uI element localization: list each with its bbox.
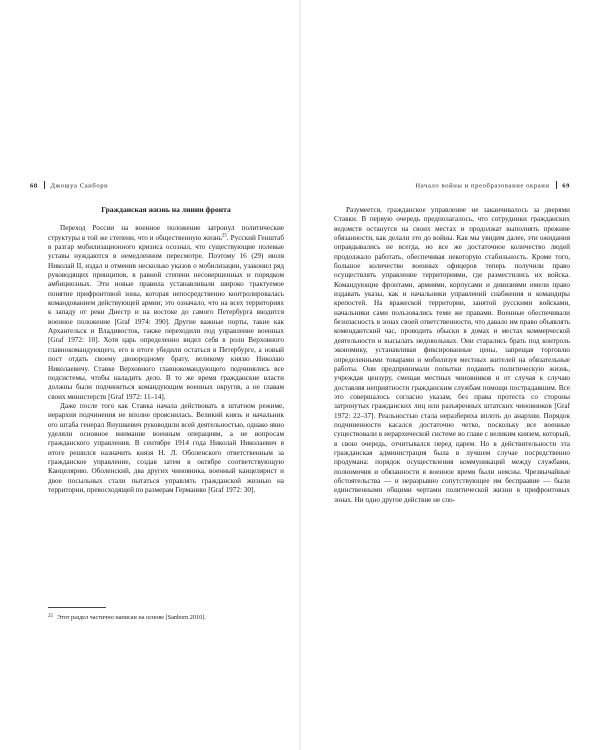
left-running-head-author: Джошуа Санборн bbox=[50, 182, 109, 190]
left-page-body bbox=[48, 205, 284, 495]
header-separator bbox=[556, 181, 557, 189]
left-page-number: 68 bbox=[30, 182, 38, 190]
right-running-header bbox=[415, 181, 570, 190]
footnote-reference[interactable]: 25 bbox=[221, 233, 227, 239]
paragraph: Даже после того как Ставка начала действовать в штатном режиме, иерархия подчинения не вполне прояснилась. Великий князь и начальник его штаба генерал Янушкевич руководили всей деятельностью, однако явно уделяли основное внимание военным операциям, а не вопросам гражданского управления. В сентябре 1914 года Николай Николаевич в итоге решился назначить князя Н. Л. Оболенского ответственным за гражданское управление, создав затем в октябре соответствующую Канцелярию. Оболенский, два других чиновника, военный канцелярист и двое посыльных стали пытаться управлять гражданской жизнью на территории, превосходящей по размерам Германию [Graf 1972: 30]. bbox=[48, 401, 284, 494]
paragraph-text: Переход России на военное положение затронул политические структуры в той же степени, что и общественную жизнь bbox=[48, 224, 284, 242]
right-running-head-title: Начало войны и преобразование окраин bbox=[415, 182, 550, 190]
footnote bbox=[48, 613, 284, 622]
right-page-number: 69 bbox=[562, 182, 570, 190]
section-title: Гражданская жизнь на линии фронта bbox=[101, 205, 231, 214]
header-separator bbox=[44, 181, 45, 189]
left-running-header bbox=[30, 181, 108, 190]
footnote-mark: 25 bbox=[48, 614, 53, 619]
paragraph-text: . Русский Генштаб в разгар мобилизационного кризиса осознал, что существующие полевые уставы нуждаются в немедленном пересмотре. Поэтому 16 (29) июля Николай II, издал и отменив несколько указов о мобилизации, узаконил ряд руководящих принципов, в равной степени несовершенных и порядком амбициозных. Эти новые правила устанавливали широко трактуемое понятие прифронтовой зоны, которая непосредственно контролировалась командованием действующей армии; это означало, что на всех территориях к западу от реки Днестр и на востоке до самого Петербурга вводится военное положение [Graf 1974: 390]. Другие важные порты, такие как Архангельск и Владивосток, также переходили под управление военных [Graf 1972: 10]. Хотя царь определенно видел себя в роли Верховного главнокомандующего, его в итоге убедили остаться в Петербурге, а новый пост отдать своему двоюродному брату, великому князю Николаю Николаевичу. Ставке Верховного главнокомандующего подчинялись все подсистемы, чтобы наладить дело. В то же время гражданские власти должны были подчиниться командующим военных округов, а не главам своих министерств [Graf 1972: 11–14]. bbox=[48, 233, 284, 401]
paragraph bbox=[48, 224, 284, 402]
footnote-divider bbox=[48, 607, 106, 608]
paragraph: Разумеется, гражданское управление не заканчивалось за дверями Ставки. В первую очередь предполагалось, что сотрудники гражданских ведомств останутся на своих местах и продолжат выполнять прежние обязанности, как делали это до войны. Как мы увидим далее, эти ожидания оправдывались не всегда, но все же достаточное количество людей продолжало работать, обеспечивая некоторую стабильность. Кроме того, большое количество военных офицеров теперь получили право осуществлять управление территориями, где разместились их войска. Командующие фронтами, армиями, корпусами и дивизиями имели право издавать указы, как и начальники управлений снабжения и командиры крепостей. На вражеской территории, занятой русскими войсками, начальники сами пользовались теми же правами. Военные обеспечивали безопасность в зонах своей ответственности, что давало им право объявлять комендантский час, проводить обыски в домах и местах коммерческой деятельности и высылать недовольных. Они старались брать под контроль экономику, устанавливая фиксированные цены, запрещая торговлю определенными товарами и мобилизуя местных жителей на обязательные работы. Они предпринимали попытки подавить политическую жизнь, учреждая цензуру, смещая местных чиновников и от случая к случаю доставляя неприятности гражданским службам помощи пострадавшим. Все это совершалось согласно указам, без права протеста со стороны затронутых гражданских лиц или разъяренных штатских чиновников [Graf 1972: 22–37]. Реальностью стала неразбериха вплоть до анархии. Порядок подчиненности касался достаточно четко, поскольку все военные существовали в иерархической системе во главе с великим князем, который, в свою очередь, отчитывался перед царем. Но в действительности эта гражданская администрация была в лучшем случае посредственно продумана: порядок осуществления коммуникаций между службами, полномочия и обязанности в военное время были неясны. Чрезвычайные обстоятельства — и неразрывно сопутствующее им беспраавие — были единственными общими чертами политической жизни в прифронтовых зонах. Ни одно другое действие не спо- bbox=[334, 206, 570, 504]
right-page-body bbox=[334, 206, 570, 505]
footnote-text: Этот раздел частично написан на основе [Sanborn 2010]. bbox=[57, 614, 206, 621]
page-gutter bbox=[299, 0, 301, 750]
